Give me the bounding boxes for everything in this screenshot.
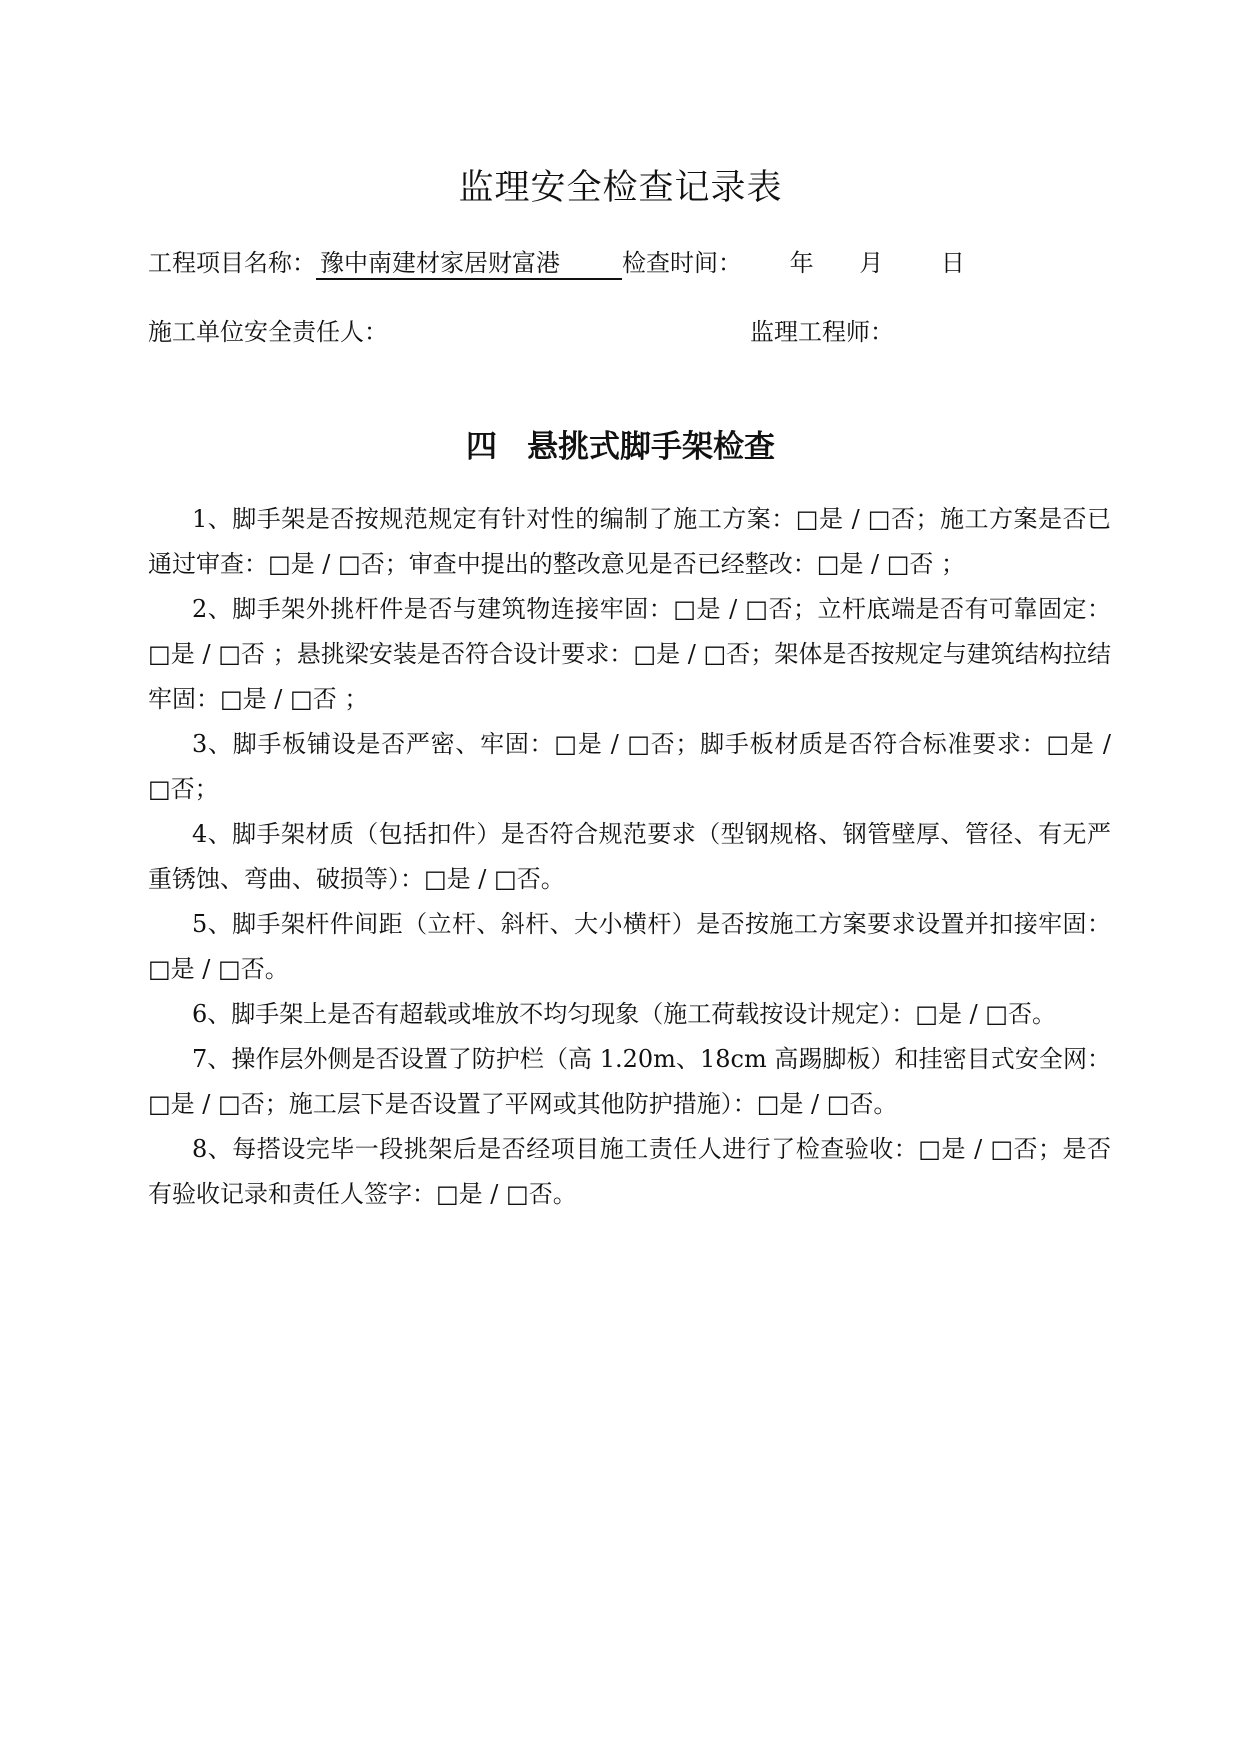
section-heading: [0, 426, 1241, 468]
project-name-field: 豫中南建材家居财富港: [316, 248, 622, 280]
checklist-item: 2、脚手架外挑杆件是否与建筑物连接牢固：□是 / □否；立杆底端是否有可靠固定：□是 / □否 ；悬挑梁安装是否符合设计要求：□是 / □否；架体是否按规定与建筑结构拉结牢固：□是 / □否 ；: [148, 595, 1111, 713]
checklist-item: 7、操作层外侧是否设置了防护栏（高 1.20m、18cm 高踢脚板）和挂密目式安全网：□是 / □否；施工层下是否设置了平网或其他防护措施）：□是 / □否。: [148, 1045, 1111, 1118]
checklist-item: 3、脚手板铺设是否严密、牢固：□是 / □否；脚手板材质是否符合标准要求：□是 / □否；: [148, 730, 1111, 803]
checklist-item: 5、脚手架杆件间距（立杆、斜杆、大小横杆）是否按施工方案要求设置并扣接牢固：□是 / □否。: [148, 910, 1111, 983]
checklist-item: 1、脚手架是否按规范规定有针对性的编制了施工方案：□是 / □否；施工方案是否已通过审查：□是 / □否；审查中提出的整改意见是否已经整改：□是 / □否 ；: [148, 505, 1111, 578]
checklist-item: 6、脚手架上是否有超载或堆放不均匀现象（施工荷载按设计规定）：□是 / □否。: [192, 1000, 1056, 1028]
supervising-engineer-label: 监理工程师：: [750, 318, 894, 346]
responsible-persons-row: [148, 315, 1111, 349]
contractor-safety-officer-label: 施工单位安全责任人：: [148, 318, 388, 346]
year-label: 年: [789, 249, 814, 277]
checklist-item: 4、脚手架材质（包括扣件）是否符合规范要求（型钢规格、钢管壁厚、管径、有无严重锈蚀、弯曲、破损等）：□是 / □否。: [148, 820, 1111, 893]
month-label: 月: [859, 249, 884, 277]
section-number: 四: [466, 429, 497, 465]
checklist-item: 8、每搭设完毕一段挑架后是否经项目施工责任人进行了检查验收：□是 / □否；是否有验收记录和责任人签字：□是 / □否。: [148, 1135, 1111, 1208]
section-title: 悬挑式脚手架检查: [527, 429, 775, 465]
document-title: 监理安全检查记录表: [458, 168, 783, 208]
inspection-time-label: 检查时间：: [622, 249, 742, 277]
project-name-label: 工程项目名称：: [148, 249, 316, 277]
checklist: [148, 497, 1111, 1217]
day-label: 日: [940, 249, 965, 277]
project-info-row: [148, 246, 965, 280]
